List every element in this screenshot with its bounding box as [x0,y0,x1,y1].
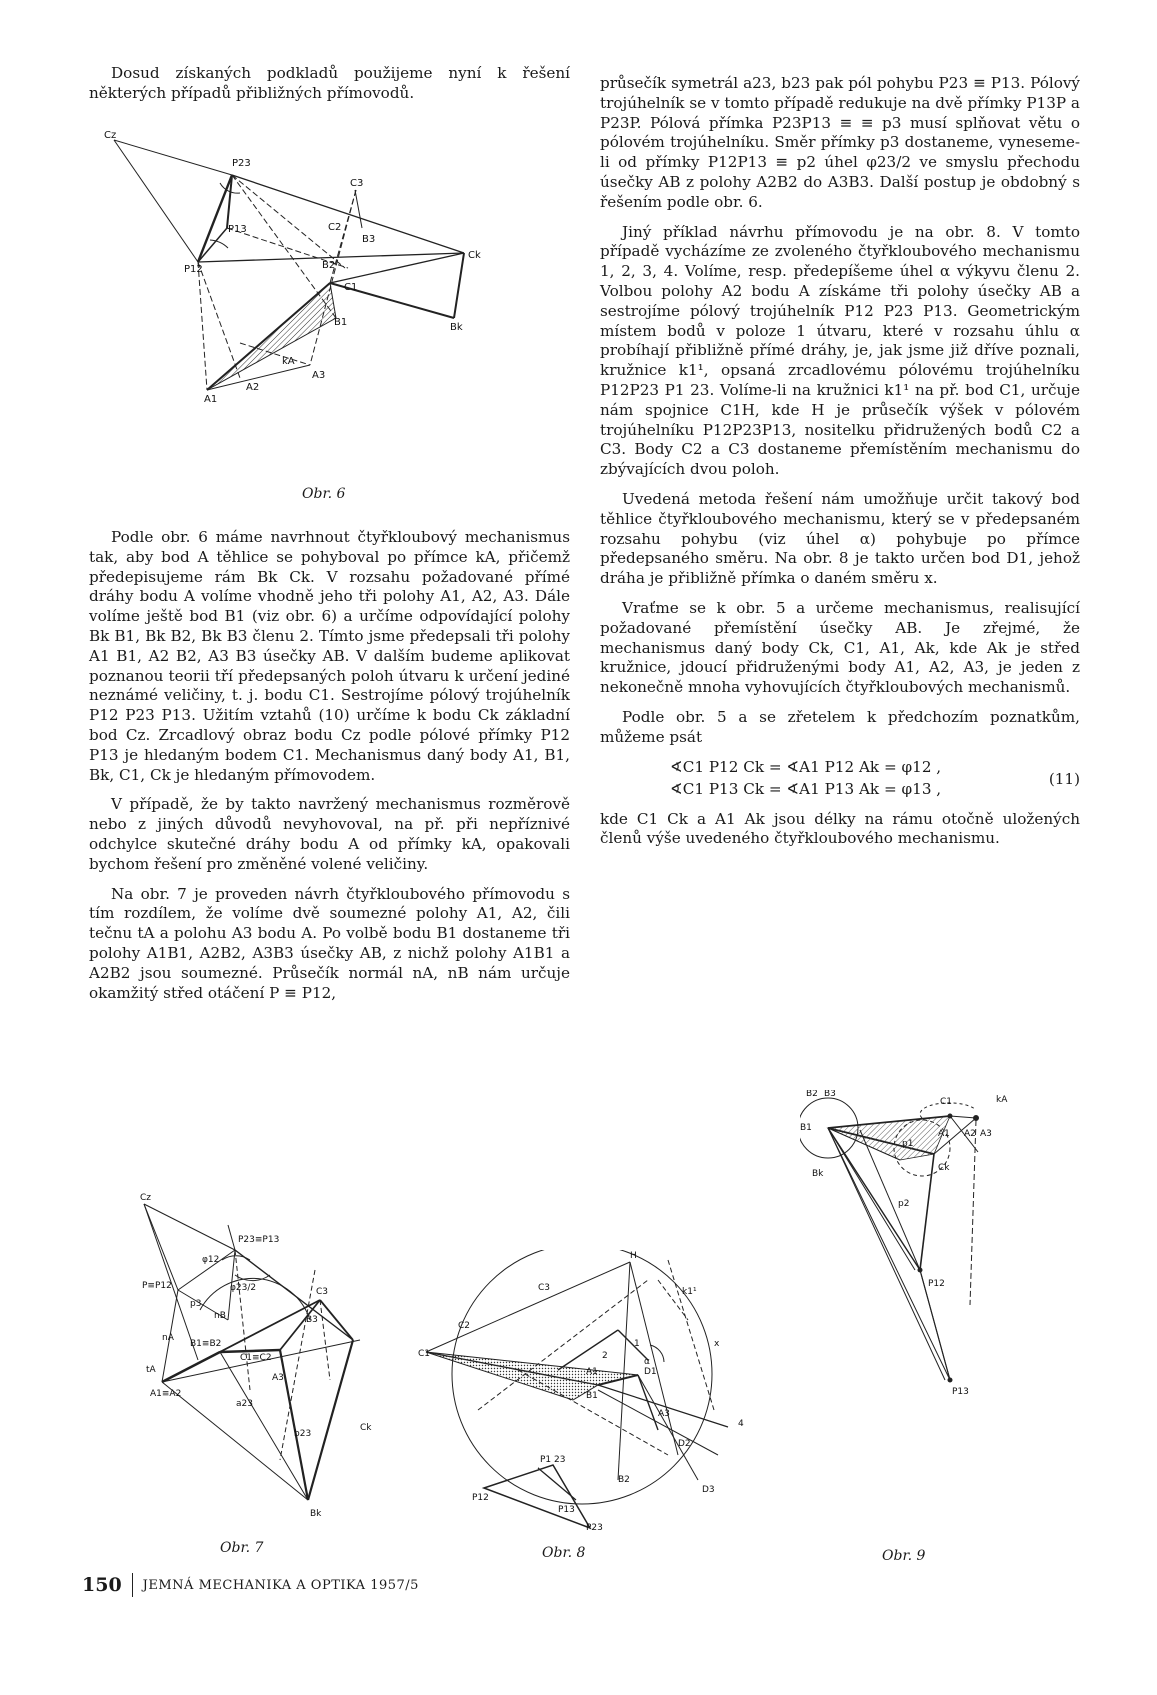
right-column [600,74,1080,859]
fig7-label-phi23: φ23/2 [230,1283,257,1293]
fig6-label-ck: Ck [468,250,481,261]
fig6-label-ka: kA [282,356,295,367]
fig7-label-bk: Bk [310,1509,322,1519]
fig9-label-ka: kA [996,1095,1008,1105]
fig8-label-d3: D3 [702,1485,715,1495]
fig7-label-a3: A3 [272,1373,284,1383]
fig6-label-a1: A1 [204,394,218,405]
paragraph: Jiný příklad návrhu přímovodu je na obr. 8. V tomto případě vycházíme ze zvoleného čtyřkloubového mechanismu 1, 2, 3, 4. Volíme, resp. předepíšeme úhel α výkyvu členu 2. Volbou polohy A2 bodu A získáme tři polohy úsečky AB a sestrojíme pólový trojúhelník P12 P23 P13. Geometrickým místem bodů v poloze 1 útvaru, které v rozsahu úhlu α probíhají přibližně přímé dráhy, je, jak jsme již dříve poznali, kružnice k1¹, opsaná zrcadlovému pólovému trojúhelníku P12P23 P1 23. Volíme-li na kružnici k1¹ na př. bod C1, určuje nám spojnice C1H, kde H je průsečík výšek v pólovém trojúhelníku P12P23P13, nositelku přidružených bodů C2 a C3. Body C2 a C3 dostaneme přemístěním mechanismu do zbývajících dvou poloh. [600,222,1080,479]
fig8-label-a1: A1 [586,1367,598,1377]
fig9-label-a3: A3 [980,1129,992,1139]
fig7-label-b1b2: B1≡B2 [190,1339,222,1349]
fig7-label-c1c2: C1≡C2 [240,1353,272,1363]
fig7-label-b23: b23 [294,1429,312,1439]
fig6-label-c3: C3 [350,178,364,189]
fig9-label-p2: p2 [898,1199,910,1209]
paragraph: Vraťme se k obr. 5 a určeme mechanismus, realisující požadované přemístění úsečky AB. Je zřejmé, že mechanismus daný body Ck, C1, A1, Ak, kde Ak je střed kružnice, jdoucí přidruženými body A1, A2, A3, je jeden z nekonečně mnoha vyhovujících čtyřkloubových mechanismů. [600,598,1080,697]
fig8-label-p23: P23 [586,1523,603,1530]
fig9-label-a2: A2 [964,1129,976,1139]
fig8-label-d2: D2 [678,1439,691,1449]
left-column-body [89,528,570,1013]
fig9-label-b3: B3 [824,1090,836,1099]
intro-paragraph: Dosud získaných podkladů použijeme nyní k řešení některých případů přibližných přímovodů. [89,64,570,102]
fig7-label-c3: C3 [316,1287,329,1297]
fig8-label-p12: P12 [472,1493,489,1503]
fig8-label-1: 1 [634,1339,640,1349]
fig8-label-p1-23: P1 23 [540,1455,566,1465]
fig7-label-p12: P≡P12 [142,1281,172,1291]
fig8-label-c2: C2 [458,1321,471,1331]
fig9-label-b2: B2 [806,1090,818,1099]
fig8-label-b2: B2 [618,1475,630,1485]
fig7-label-na: nA [162,1333,174,1343]
fig7-label-p3: p3 [190,1299,202,1309]
fig6-label-a2: A2 [246,382,260,393]
paragraph: Uvedená metoda řešení nám umožňuje určit takový bod těhlice čtyřkloubového mechanismu, který se v předepsaném rozsahu pohybu (viz úhel α) pohybuje po přímce předepsaného směru. Na obr. 8 je takto určen bod D1, jehož dráha je přibližně přímka o daném směru x. [600,489,1080,588]
figure-7-caption: Obr. 7 [220,1540,264,1556]
fig6-label-b2: B2 [322,260,336,271]
fig8-label-x: x [714,1339,720,1349]
journal-title: JEMNÁ MECHANIKA A OPTIKA 1957/5 [142,1577,419,1593]
figure-7 [140,1190,400,1530]
fig7-label-nb: nB [214,1311,226,1321]
fig9-label-a1: A1 [938,1129,950,1139]
footer-divider [132,1573,133,1597]
fig6-label-a3: A3 [312,370,326,381]
figure-9 [800,1090,1060,1510]
fig6-label-cz: Cz [104,130,117,141]
fig7-label-ck: Ck [360,1423,372,1433]
fig7-label-p23: P23≡P13 [238,1235,280,1245]
fig6-label-c2: C2 [328,222,342,233]
paragraph: Podle obr. 6 máme navrhnout čtyřkloubový mechanismus tak, aby bod A těhlice se pohyboval po přímce kA, přičemž předepisujeme rám Bk Ck. V rozsahu požadované přímé dráhy bodu A volíme vhodně jeho tři polohy A1, A2, A3. Dále volíme ještě bod B1 (viz obr. 6) a určíme odpovídající polohy Bk B1, Bk B2, Bk B3 členu 2. Tímto jsme předepsali tři polohy A1 B1, A2 B2, A3 B3 úsečky AB. V dalším budeme aplikovat poznanou teorii tří předepsaných poloh útvaru k určení jediné neznámé veličiny, t. j. bodu C1. Sestrojíme pólový trojúhelník P12 P23 P13. Užitím vztahů (10) určíme k bodu Ck základní bod Cz. Zrcadlový obraz bodu Cz podle pólové přímky P12 P13 je hledaným bodem C1. Mechanismus daný body A1, B1, Bk, C1, Ck je hledaným přímovodem. [89,528,570,784]
paragraph: průsečík symetrál a23, b23 pak pól pohybu P23 ≡ P13. Pólový trojúhelník se v tomto případě redukuje na dvě přímky P13P a P23P. Pólová přímka P23P13 ≡ ≡ p3 musí splňovat větu o pólovém trojúhelníku. Směr přímky p3 dostaneme, vyneseme-li od přímky P12P13 ≡ p2 úhel φ23/2 ve smyslu přechodu úsečky AB z polohy A2B2 do A3B3. Další postup je obdobný s řešením podle obr. 6. [600,74,1080,211]
figure-6-caption: Obr. 6 [302,486,346,502]
figure-8 [418,1250,778,1530]
figure-9-caption: Obr. 9 [882,1548,926,1564]
page-number: 150 [82,1574,122,1596]
fig9-label-p13: P13 [952,1387,969,1397]
fig8-label-a3: A3 [658,1409,670,1419]
fig9-label-b1: B1 [800,1123,812,1133]
fig6-label-p23: P23 [232,158,251,169]
fig6-label-bk: Bk [450,322,463,333]
paragraph: Na obr. 7 je proveden návrh čtyřkloubového přímovodu s tím rozdílem, že volíme dvě soumezné polohy A1, A2, čili tečnu tA a polohu A3 bodu A. Po volbě bodu B1 dostaneme tři polohy A1B1, A2B2, A3B3 úsečky AB, z nichž polohy A1B1 a A2B2 jsou soumezné. Průsečík normál nA, nB nám určuje okamžitý střed otáčení P ≡ P12, [89,884,570,1002]
fig8-label-b1: B1 [586,1391,598,1401]
fig7-label-ta: tA [146,1365,156,1375]
left-column [89,64,570,114]
page-footer [82,1573,419,1597]
fig9-label-p12: P12 [928,1279,945,1289]
fig7-label-b3: B3 [306,1315,318,1325]
equation-11 [600,758,1080,802]
fig8-label-c3: C3 [538,1283,551,1293]
fig8-label-c1: C1 [418,1349,431,1359]
fig9-label-ck: Ck [938,1163,950,1173]
fig8-label-4: 4 [738,1419,744,1429]
fig7-label-cz: Cz [140,1193,152,1203]
fig9-label-c1: C1 [940,1097,953,1107]
figure-6 [100,128,520,408]
fig8-label-alpha: α [644,1357,650,1367]
fig7-label-a23: a23 [236,1399,253,1409]
fig8-label-2: 2 [602,1351,608,1361]
fig8-label-p13: P13 [558,1505,575,1515]
fig7-label-a1a2: A1≡A2 [150,1389,182,1399]
fig9-label-bk: Bk [812,1169,824,1179]
paragraph: kde C1 Ck a A1 Ak jsou délky na rámu otočně uložených členů výše uvedeného čtyřkloubového mechanismu. [600,809,1080,848]
paragraph: Podle obr. 5 a se zřetelem k předchozím poznatkům, můžeme psát [600,707,1080,746]
equation-number: (11) [1048,769,1080,788]
figure-8-caption: Obr. 8 [542,1545,586,1561]
fig6-label-b3: B3 [362,234,376,245]
equation-line: ∢C1 P13 Ck = ∢A1 P13 Ak = φ13 , [670,779,942,798]
paragraph: V případě, že by takto navržený mechanismus rozměrově nebo z jiných důvodů nevyhovoval, na př. při nepříznivé odchylce skutečné dráhy bodu A od přímky kA, opakovali bychom řešení pro změněné volené veličiny. [89,795,570,873]
fig9-label-p1: p1 [902,1139,914,1149]
fig8-label-h: H [630,1251,637,1261]
fig6-label-c1: C1 [344,282,358,293]
fig8-label-d1: D1 [644,1367,657,1377]
fig8-label-k1: k1¹ [682,1287,697,1297]
fig6-label-p13: P13 [228,224,247,235]
fig7-label-phi12: φ12 [202,1255,220,1265]
equation-line: ∢C1 P12 Ck = ∢A1 P12 Ak = φ12 , [670,757,942,776]
fig6-label-b1: B1 [334,317,348,328]
fig6-label-p12: P12 [184,264,203,275]
